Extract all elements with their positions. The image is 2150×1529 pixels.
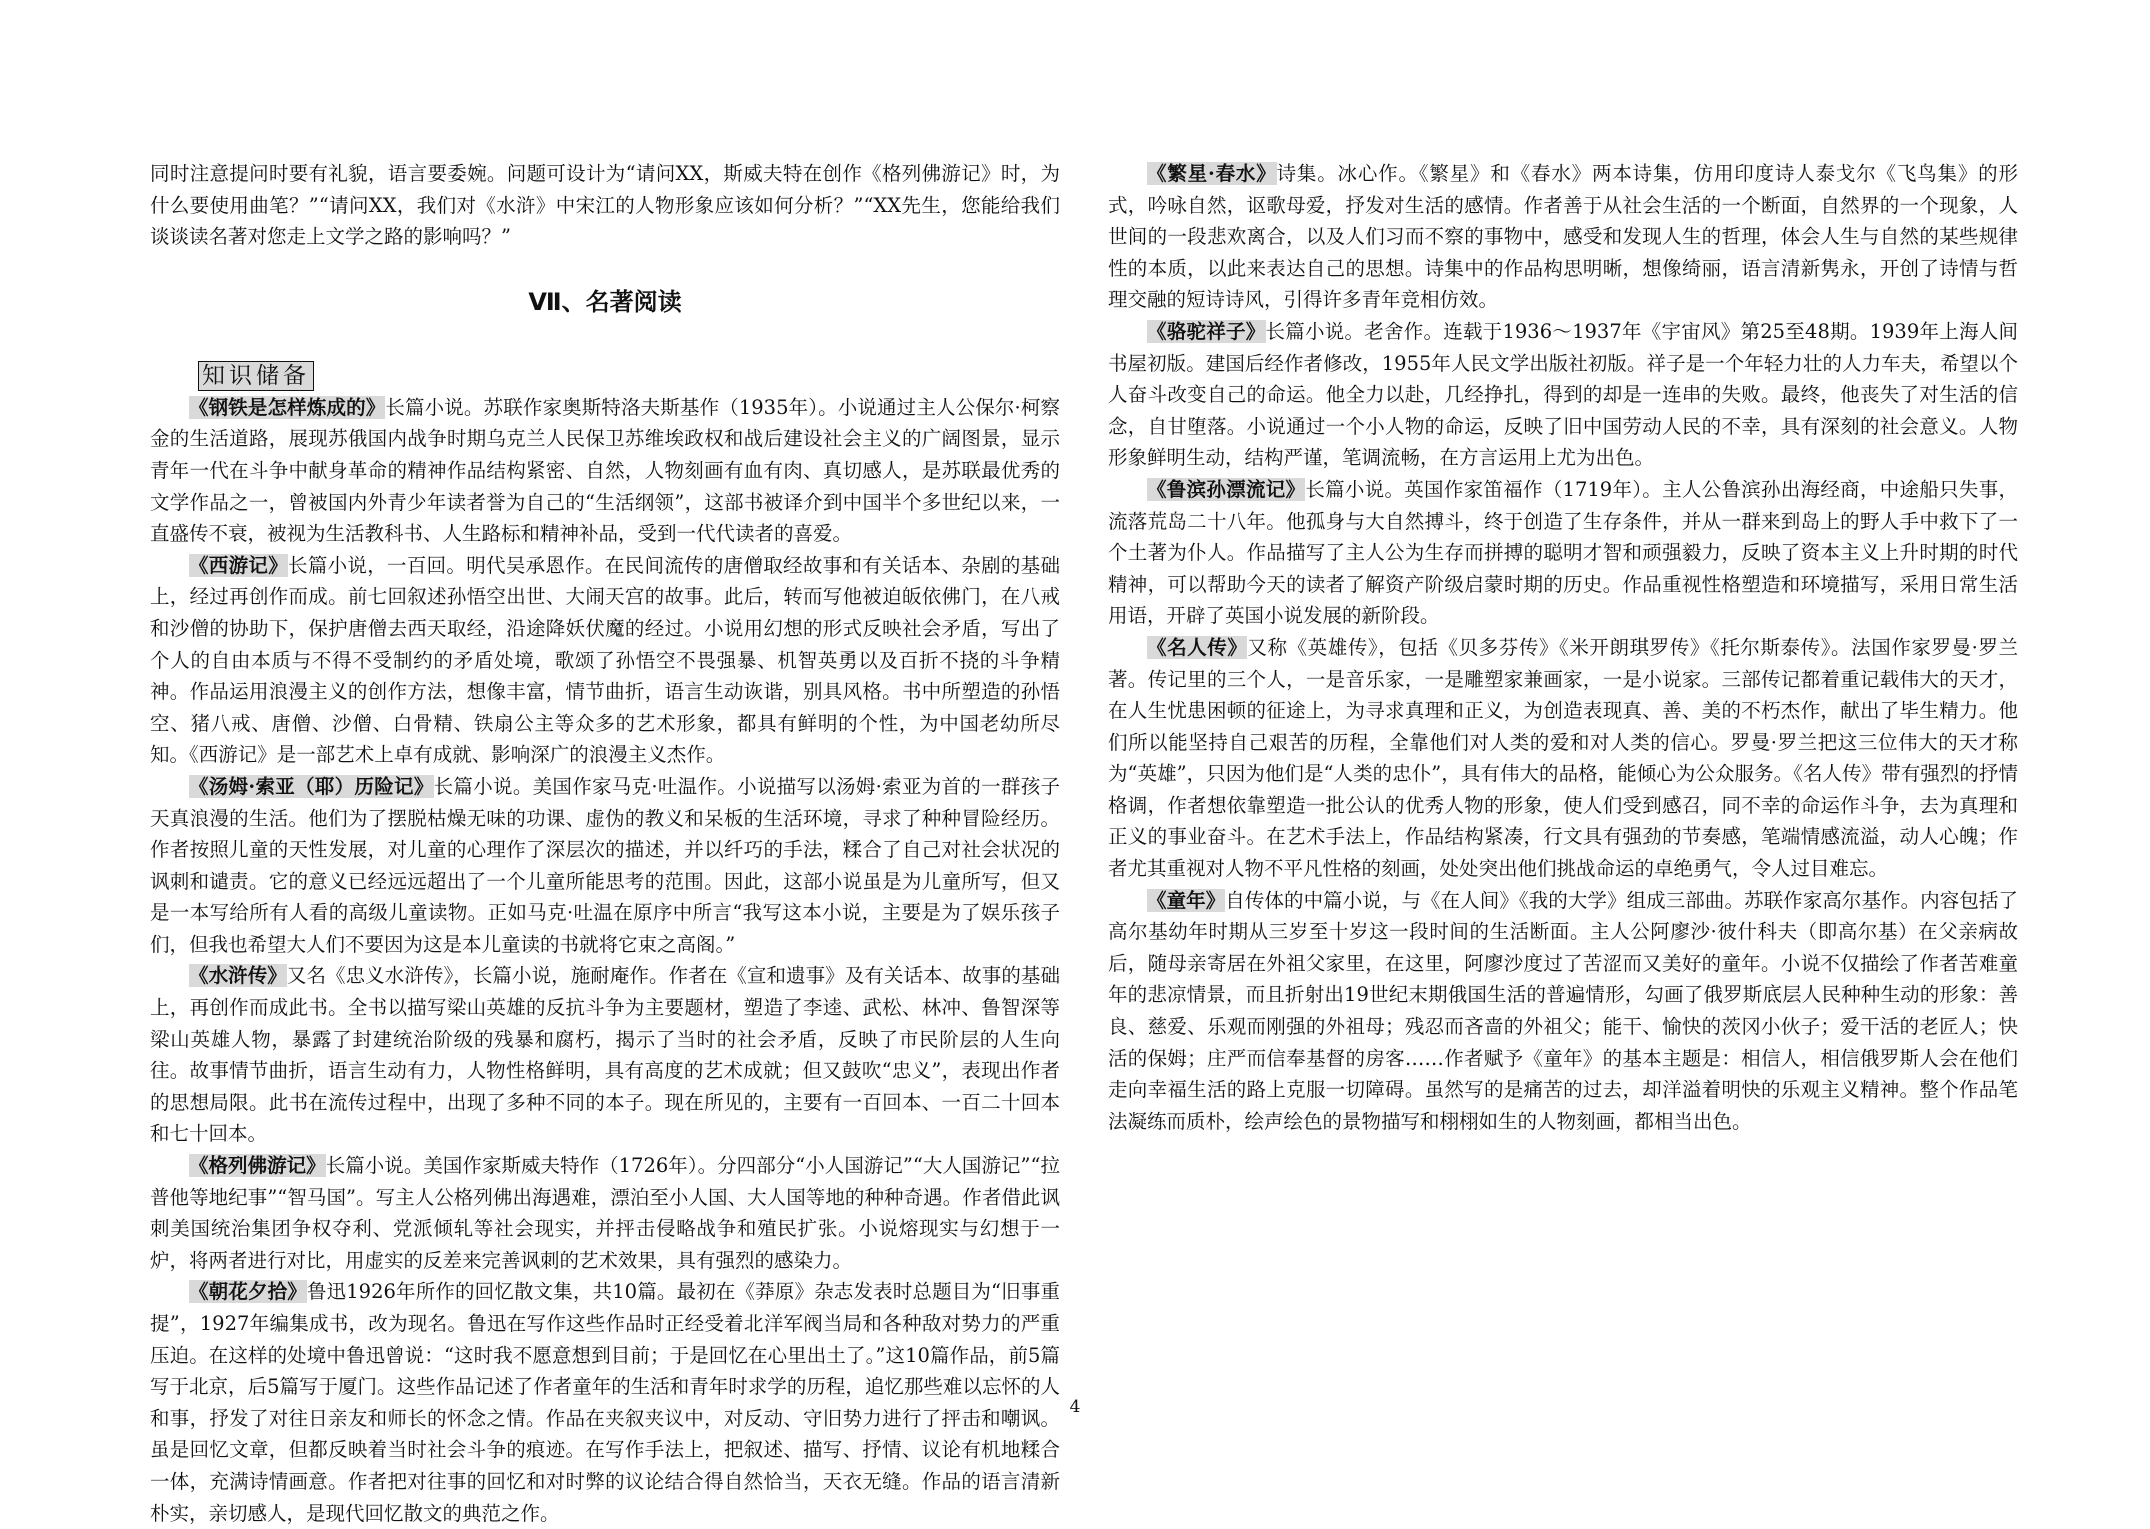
book-title: 《格列佛游记》 [189, 1154, 326, 1178]
entry-fanxing-chunshui [1108, 158, 2018, 316]
book-title: 《骆驼祥子》 [1147, 319, 1266, 343]
book-title: 《繁星·春水》 [1147, 162, 1277, 185]
book-title: 《水浒传》 [189, 964, 287, 988]
book-description: 诗集。冰心作。《繁星》和《春水》两本诗集，仿用印度诗人泰戈尔《飞鸟集》的形式，吟咏自然，讴歌母爱，抒发对生活的感情。作者善于从社会生活的一个断面，自然界的一个现象，人世间的一段悲欢离合，以及人们习而不察的事物中，感受和发现人生的哲理，体会人生与自然的某些规律性的本质，以此来表达自己的思想。诗集中的作品构思明晰，想像绮丽，语言清新隽永，开创了诗情与哲理交融的短诗诗风，引得许多青年竞相仿效。 [1108, 162, 2018, 312]
book-description: 长篇小说。英国作家笛福作（1719年）。主人公鲁滨孙出海经商，中途船只失事，流落荒岛二十八年。他孤身与大自然搏斗，终于创造了生存条件，并从一群来到岛上的野人手中救下了一个土著为仆人。作品描写了主人公为生存而拼搏的聪明才智和顽强毅力，反映了资本主义上升时期的时代精神，可以帮助今天的读者了解资产阶级启蒙时期的历史。作品重视性格塑造和环境描写，采用日常生活用语，开辟了英国小说发展的新阶段。 [1108, 477, 2018, 628]
section-heading: Ⅶ、名著阅读 [528, 287, 682, 316]
knowledge-tag-line [198, 361, 1060, 392]
entry-tongnian [1108, 885, 2018, 1138]
entry-mingrenzhuan [1108, 632, 2018, 885]
book-description: 长篇小说，一百回。明代吴承恩作。在民间流传的唐僧取经故事和有关话本、杂剧的基础上，经过再创作而成。前七回叙述孙悟空出世、大闹天宫的故事。此后，转而写他被迫皈依佛门，在八戒和沙僧的协助下，保护唐僧去西天取经，沿途降妖伏魔的经过。小说用幻想的形式反映社会矛盾，写出了个人的自由本质与不得不受制约的矛盾处境，歌颂了孙悟空不畏强暴、机智英勇以及百折不挠的斗争精神。作品运用浪漫主义的创作方法，想像丰富，情节曲折，语言生动诙谐，别具风格。书中所塑造的孙悟空、猪八戒、唐僧、沙僧、白骨精、铁扇公主等众多的艺术形象，都具有鲜明的个性，为中国老幼所尽知。《西游记》是一部艺术上卓有成就、影响深广的浪漫主义杰作。 [150, 553, 1060, 767]
book-description: 长篇小说。老舍作。连载于1936～1937年《宇宙风》第25至48期。1939年上海人间书屋初版。建国后经作者修改，1955年人民文学出版社初版。祥子是一个年轻力壮的人力车夫，希望以个人奋斗改变自己的命运。他全力以赴，几经挣扎，得到的却是一连串的失败。最终，他丧失了对生活的信念，自甘堕落。小说通过一个小人物的命运，反映了旧中国劳动人民的不幸，具有深刻的社会意义。人物形象鲜明生动，结构严谨，笔调流畅，在方言运用上尤为出色。 [1108, 319, 2018, 470]
book-title: 《朝花夕拾》 [189, 1280, 307, 1304]
entry-xiyouji [150, 550, 1060, 771]
book-title: 《鲁滨孙漂流记》 [1147, 477, 1306, 501]
entry-gangtie [150, 392, 1060, 550]
intro-paragraph: 同时注意提问时要有礼貌，语言要委婉。问题可设计为“请问XX，斯威夫特在创作《格列佛游记》时，为什么要使用曲笔？”“请问XX，我们对《水浒》中宋江的人物形象应该如何分析？”“XX先生，您能给我们谈谈读名著对您走上文学之路的影响吗？” [150, 162, 1060, 249]
entry-luotuo-xiangzi [1108, 316, 2018, 474]
book-description: 鲁迅1926年所作的回忆散文集，共10篇。最初在《莽原》杂志发表时总题目为“旧事重提”，1927年编集成书，改为现名。鲁迅在写作这些作品时正经受着北洋军阀当局和各种敌对势力的严重压迫。在这样的处境中鲁迅曾说：“这时我不愿意想到目前；于是回忆在心里出土了。”这10篇作品，前5篇写于北京，后5篇写于厦门。这些作品记述了作者童年的生活和青年时求学的历程，追忆那些难以忘怀的人和事，抒发了对往日亲友和师长的怀念之情。作品在夹叙夹议中，对反动、守旧势力进行了抨击和嘲讽。虽是回忆文章，但都反映着当时社会斗争的痕迹。在写作手法上，把叙述、描写、抒情、议论有机地糅合一体，充满诗情画意。作者把对往事的回忆和对时弊的议论结合得自然恰当，天衣无缝。作品的语言清新朴实，亲切感人，是现代回忆散文的典范之作。 [150, 1280, 1060, 1525]
book-title: 《名人传》 [1147, 635, 1248, 659]
book-description: 自传体的中篇小说，与《在人间》《我的大学》组成三部曲。苏联作家高尔基作。内容包括了高尔基幼年时期从三岁至十岁这一段时间的生活断面。主人公阿廖沙·彼什科夫（即高尔基）在父亲病故后，随母亲寄居在外祖父家里，在这里，阿廖沙度过了苦涩而又美好的童年。小说不仅描绘了作者苦难童年的悲凉情景，而且折射出19世纪末期俄国生活的普遍情形，勾画了俄罗斯底层人民种种生动的形象：善良、慈爱、乐观而刚强的外祖母；残忍而吝啬的外祖父；能干、愉快的茨冈小伙子；爱干活的老匠人；快活的保姆；庄严而信奉基督的房客……作者赋予《童年》的基本主题是：相信人，相信俄罗斯人会在他们走向幸福生活的路上克服一切障碍。虽然写的是痛苦的过去，却洋溢着明快的乐观主义精神。整个作品笔法凝练而质朴，绘声绘色的景物描写和栩栩如生的人物刻画，都相当出色。 [1108, 888, 2018, 1133]
entry-gulliver [150, 1150, 1060, 1276]
book-title: 《汤姆·索亚（耶）历险记》 [189, 774, 434, 798]
entry-tom-sawyer [150, 771, 1060, 961]
book-description: 又称《英雄传》，包括《贝多芬传》《米开朗琪罗传》《托尔斯泰传》。法国作家罗曼·罗兰著。传记里的三个人，一是音乐家，一是雕塑家兼画家，一是小说家。三部传记都着重记载伟大的天才，在人生忧患困顿的征途上，为寻求真理和正义，为创造表现真、善、美的不朽杰作，献出了毕生精力。他们所以能坚持自己艰苦的历程，全靠他们对人类的爱和对人类的信心。罗曼·罗兰把这三位伟大的天才称为“英雄”，只因为他们是“人类的忠仆”，具有伟大的品格，能倾心为公众服务。《名人传》带有强烈的抒情格调，作者想依靠塑造一批公认的优秀人物的形象，使人们受到感召，同不幸的命运作斗争，去为真理和正义的事业奋斗。在艺术手法上，作品结构紧凑，行文具有强劲的节奏感，笔端情感流溢，动人心魄；作者尤其重视对人物不平凡性格的刻画，处处突出他们挑战命运的卓绝勇气，令人过目难忘。 [1108, 635, 2018, 881]
book-description: 长篇小说。苏联作家奥斯特洛夫斯基作（1935年）。小说通过主人公保尔·柯察金的生活道路，展现苏俄国内战争时期乌克兰人民保卫苏维埃政权和战后建设社会主义的广阔图景，显示青年一代在斗争中献身革命的精神作品结构紧密、自然，人物刻画有血有肉、真切感人，是苏联最优秀的文学作品之一，曾被国内外青少年读者誉为自己的“生活纲领”，这部书被译介到中国半个多世纪以来，一直盛传不衰，被视为生活教科书、人生路标和精神补品，受到一代代读者的喜爱。 [150, 395, 1060, 546]
book-description: 又名《忠义水浒传》，长篇小说，施耐庵作。作者在《宣和遗事》及有关话本、故事的基础上，再创作而成此书。全书以描写梁山英雄的反抗斗争为主要题材，塑造了李逵、武松、林冲、鲁智深等梁山英雄人物，暴露了封建统治阶级的残暴和腐朽，揭示了当时的社会矛盾，反映了市民阶层的人生向往。故事情节曲折，语言生动有力，人物性格鲜明，具有高度的艺术成就；但又鼓吹“忠义”，表现出作者的思想局限。此书在流传过程中，出现了多种不同的本子。现在所见的，主要有一百回本、一百二十回本和七十回本。 [150, 964, 1060, 1146]
page-number: 4 [1069, 1397, 1081, 1417]
book-title: 《钢铁是怎样炼成的》 [189, 395, 386, 419]
entry-robinson-crusoe [1108, 474, 2018, 632]
knowledge-tag: 知识储备 [198, 361, 314, 391]
book-title: 《西游记》 [189, 553, 289, 577]
right-column [1108, 158, 2018, 1137]
book-description: 长篇小说。美国作家斯威夫特作（1726年）。分四部分“小人国游记”“大人国游记”“拉普他等地纪事”“智马国”。写主人公格列佛出海遇难，漂泊至小人国、大人国等地的种种奇遇。作者借此讽刺美国统治集团争权夺利、党派倾轧等社会现实，并抨击侵略战争和殖民扩张。小说熔现实与幻想于一炉，将两者进行对比，用虚实的反差来完善讽刺的艺术效果，具有强烈的感染力。 [150, 1154, 1060, 1272]
book-description: 长篇小说。美国作家马克·吐温作。小说描写以汤姆·索亚为首的一群孩子天真浪漫的生活。他们为了摆脱枯燥无味的功课、虚伪的教义和呆板的生活环境，寻求了种种冒险经历。作者按照儿童的天性发展，对儿童的心理作了深层次的描述，并以纤巧的手法，糅合了自己对社会状况的讽刺和谴责。它的意义已经远远超出了一个儿童所能思考的范围。因此，这部小说虽是为儿童所写，但又是一本写给所有人看的高级儿童读物。正如马克·吐温在原序中所言“我写这本小说，主要是为了娱乐孩子们，但我也希望大人们不要因为这是本儿童读的书就将它束之高阁。” [150, 774, 1060, 956]
entry-shuihuzhuan [150, 960, 1060, 1150]
book-title: 《童年》 [1147, 888, 1226, 912]
left-column [150, 158, 1060, 1529]
